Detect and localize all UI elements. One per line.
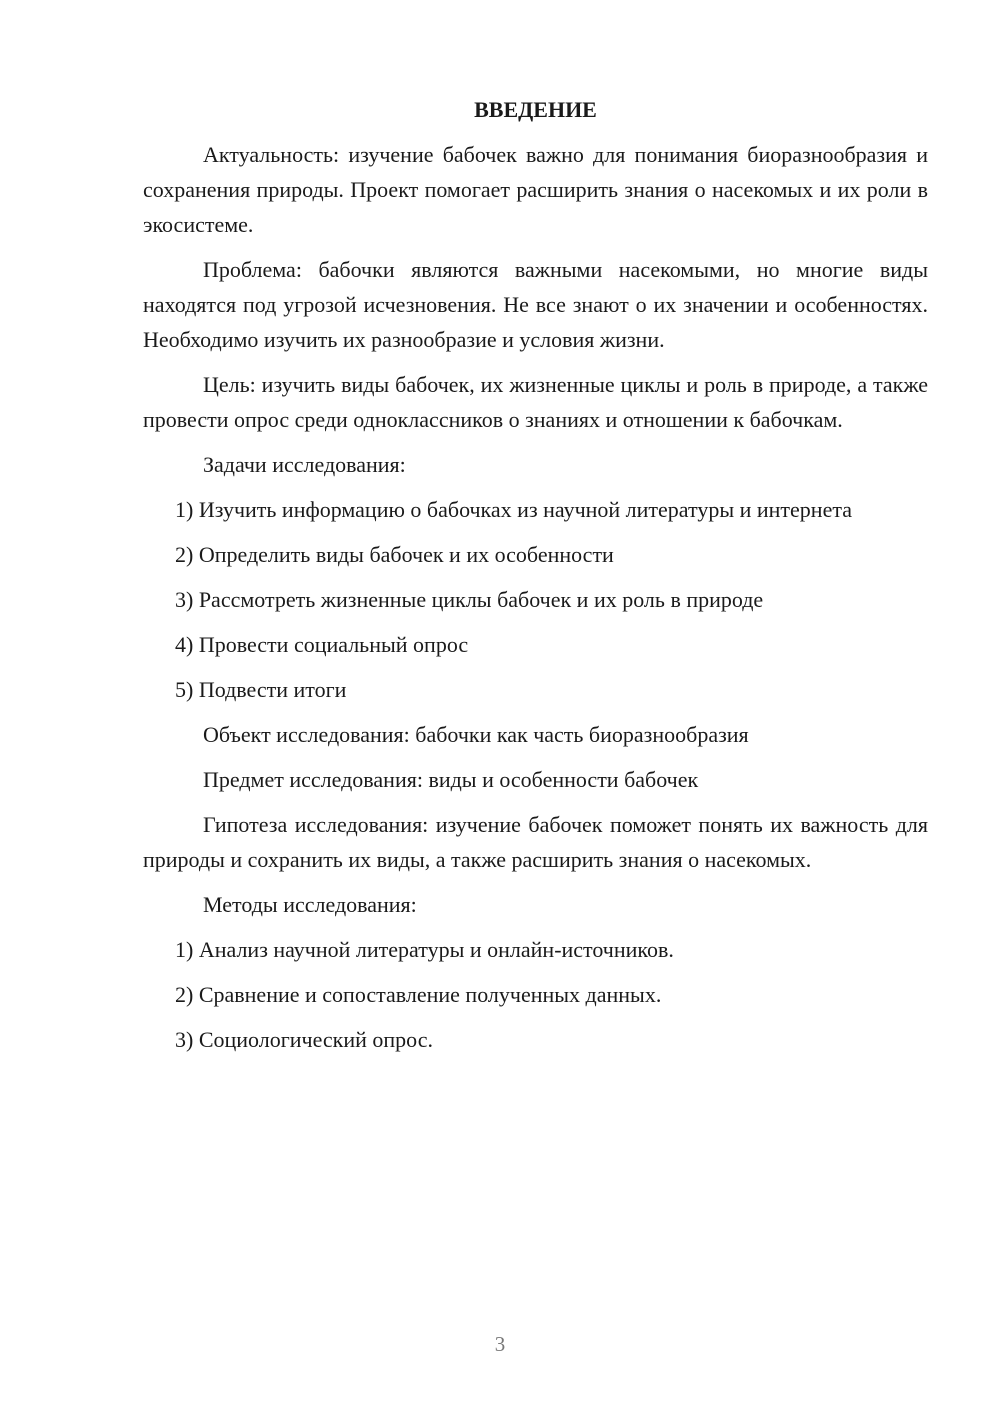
task-item: 1) Изучить информацию о бабочках из научной литературы и интернета [175, 497, 852, 522]
task-item: 2) Определить виды бабочек и их особенности [175, 542, 614, 567]
task-item: 3) Рассмотреть жизненные циклы бабочек и их роль в природе [175, 587, 764, 612]
page-content [143, 92, 928, 1067]
tasks-heading: Задачи исследования: [203, 452, 406, 477]
task-item: 5) Подвести итоги [175, 677, 347, 702]
method-item: 1) Анализ научной литературы и онлайн-источников. [175, 937, 674, 962]
problem-paragraph: Проблема: бабочки являются важными насекомыми, но многие виды находятся под угрозой исчезновения. Не все знают о их значении и особенностях. Необходимо изучить их разнообразие и условия жизни. [143, 257, 928, 352]
relevance-paragraph: Актуальность: изучение бабочек важно для понимания биоразнообразия и сохранения природы. Проект помогает расширить знания о насекомых и их роли в экосистеме. [143, 142, 928, 237]
task-item: 4) Провести социальный опрос [175, 632, 469, 657]
methods-heading: Методы исследования: [203, 892, 417, 917]
research-object: Объект исследования: бабочки как часть биоразнообразия [203, 722, 749, 747]
section-title: ВВЕДЕНИЕ [474, 97, 597, 122]
goal-paragraph: Цель: изучить виды бабочек, их жизненные циклы и роль в природе, а также провести опрос среди одноклассников о знаниях и отношении к бабочкам. [143, 372, 928, 432]
method-item: 3) Социологический опрос. [175, 1027, 433, 1052]
research-hypothesis: Гипотеза исследования: изучение бабочек поможет понять их важность для природы и сохранить их виды, а также расширить знания о насекомых. [143, 812, 928, 872]
page-number: 3 [494, 1332, 506, 1356]
research-subject: Предмет исследования: виды и особенности бабочек [203, 767, 699, 792]
method-item: 2) Сравнение и сопоставление полученных данных. [175, 982, 662, 1007]
